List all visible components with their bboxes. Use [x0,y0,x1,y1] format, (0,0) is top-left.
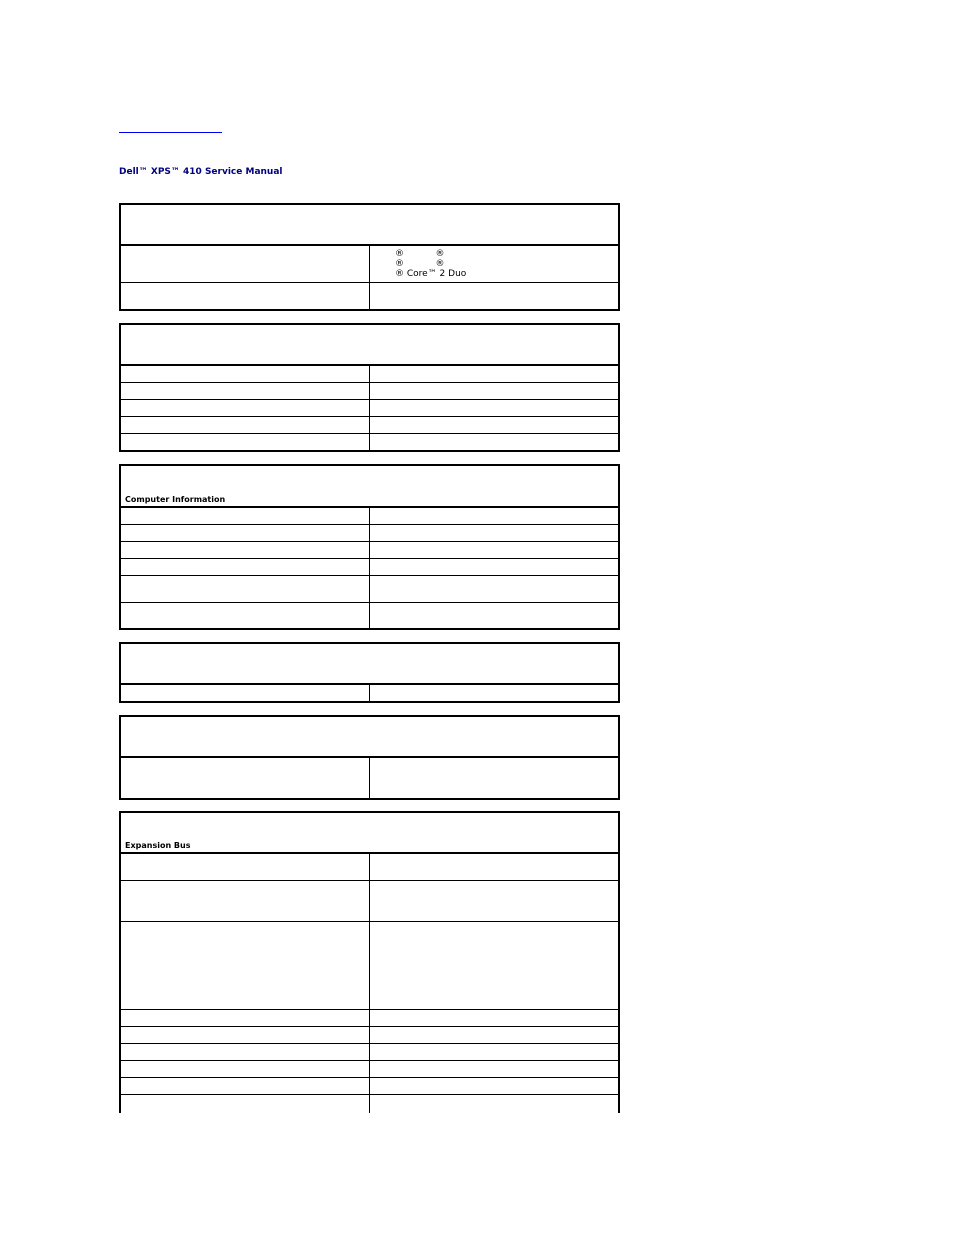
processor-cache-value [370,282,620,310]
computer-info-row-value [370,524,620,541]
video-row-label [120,684,370,702]
expansion-bus-row-value [370,1094,620,1113]
expansion-bus-row-label [120,853,370,880]
expansion-bus-row-value [370,1009,620,1026]
processor-spec-table [119,203,620,311]
memory-row-value [370,365,620,382]
computer-info-row-value [370,541,620,558]
memory-section-header [120,324,619,365]
expansion-bus-row-value [370,853,620,880]
memory-row-label [120,399,370,416]
expansion-bus-row-value [370,1060,620,1077]
expansion-bus-row-label [120,1009,370,1026]
computer-info-row-label [120,575,370,602]
memory-row-label [120,365,370,382]
expansion-bus-row-value [370,1043,620,1060]
audio-row-value [370,757,620,799]
expansion-bus-row-value [370,921,620,1009]
video-row-value [370,684,620,702]
computer-info-row-label [120,541,370,558]
computer-info-row-value [370,558,620,575]
video-spec-table [119,642,620,703]
computer-info-row-value [370,507,620,524]
computer-information-section-header: Computer Information [120,465,619,507]
expansion-bus-section-header: Expansion Bus [120,812,619,853]
expansion-bus-row-value [370,1026,620,1043]
back-to-contents-link[interactable] [119,122,222,133]
memory-row-value [370,416,620,433]
computer-info-row-value [370,575,620,602]
audio-row-label [120,757,370,799]
processor-section-header [120,204,619,245]
expansion-bus-row-label [120,921,370,1009]
expansion-bus-row-label [120,1094,370,1113]
computer-info-row-label [120,602,370,629]
memory-row-value [370,399,620,416]
processor-type-label [120,245,370,282]
processor-line-2: ® ® [395,259,445,269]
document-title: Dell™ XPS™ 410 Service Manual [119,167,283,177]
expansion-bus-row-value [370,880,620,921]
memory-row-label [120,382,370,399]
audio-section-header [120,716,619,757]
expansion-bus-row-label [120,1026,370,1043]
video-section-header [120,643,619,684]
expansion-bus-row-value [370,1077,620,1094]
expansion-bus-row-label [120,1077,370,1094]
processor-cache-label [120,282,370,310]
expansion-bus-row-label [120,1060,370,1077]
memory-spec-table [119,323,620,452]
memory-row-value [370,382,620,399]
computer-info-row-label [120,507,370,524]
computer-info-row-label [120,558,370,575]
expansion-bus-row-label [120,880,370,921]
processor-line-1: ® ® [395,249,445,259]
memory-row-value [370,433,620,451]
computer-info-row-value [370,602,620,629]
audio-spec-table [119,715,620,800]
processor-type-value [370,245,620,282]
memory-row-label [120,433,370,451]
processor-line-3: ® Core™ 2 Duo [395,269,467,279]
expansion-bus-spec-table [119,811,620,1113]
memory-row-label [120,416,370,433]
computer-info-row-label [120,524,370,541]
expansion-bus-row-label [120,1043,370,1060]
computer-information-spec-table [119,464,620,630]
